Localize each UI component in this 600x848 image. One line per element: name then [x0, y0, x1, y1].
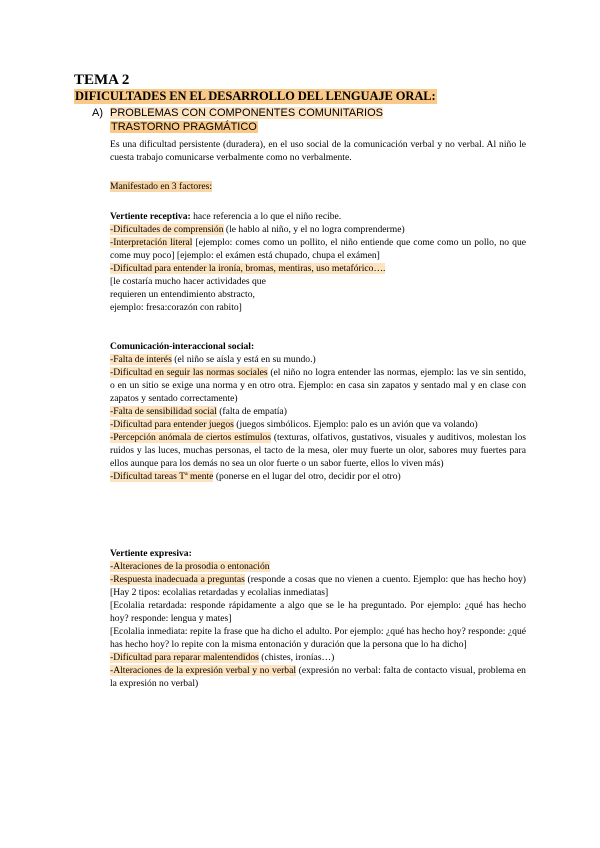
item-text: (chistes, ironías…)	[258, 652, 335, 663]
list-item	[110, 664, 526, 690]
expresiva-section	[110, 547, 526, 690]
item-key: -Percepción anómala de ciertos estímulos	[110, 432, 272, 443]
item-key: -Dificultad para reparar malentendidos	[110, 652, 259, 663]
item-text: (le hablo al niño, y el no logra comprenderme)	[223, 224, 405, 235]
list-item	[110, 353, 526, 366]
list-item	[110, 223, 526, 236]
note-line: requieren un entendimiento abstracto,	[110, 289, 255, 300]
item-text: (el niño se aísla y está en su mundo.)	[171, 354, 316, 365]
interaccional-section	[110, 340, 526, 483]
list-item	[110, 262, 526, 275]
item-key: -Dificultad tareas Tª mente	[110, 471, 214, 482]
section-heading-text: PROBLEMAS CON COMPONENTES COMUNITARIOS	[110, 107, 383, 119]
item-key: -Alteraciones de la expresión verbal y no verbal	[110, 665, 296, 676]
list-item	[110, 418, 526, 431]
ecolalia-inmediata: [Ecolalia inmediata: repite la frase que ha dicho el adulto. Por ejemplo: ¿qué has hecho hoy? responde: ¿qué has hecho hoy? lo repite con la misma entonación y duración que la persona que lo ha dicho]	[110, 626, 526, 650]
list-item	[110, 651, 526, 664]
item-key: -Alteraciones de la prosodia o entonación	[110, 561, 270, 572]
factors-label-block	[110, 180, 526, 193]
item-key: -Falta de interés	[110, 354, 172, 365]
subsection-heading: TRASTORNO PRAGMÁTICO	[111, 121, 257, 133]
list-item	[110, 236, 526, 262]
list-item	[110, 431, 526, 470]
item-text: (texturas, olfativos, gustativos, visuales y auditivos, molestan los ruidos y las luces, muchas personas, el tacto de la mesa, oler muy fuerte un olor, sabores muy fuertes para ellos aunque para los demás no sea un olor fuerte o un sabor fuerte, ellos lo viven más)	[110, 432, 526, 469]
document-subtitle: DIFICULTADES EN EL DESARROLLO DEL LENGUAJE ORAL:	[75, 89, 436, 103]
item-text: (expresión no verbal: falta de contacto visual, problema en la expresión no verbal)	[110, 665, 526, 689]
item-text: (juegos simbólicos. Ejemplo: palo es un avión que va volando)	[233, 419, 478, 430]
note-line: ejemplo: fresa:corazón con rabito]	[110, 302, 242, 313]
list-item	[110, 366, 526, 405]
receptiva-heading-rest: hace referencia a lo que el niño recibe.	[190, 211, 342, 222]
item-text: (responde a cosas que no vienen a cuento. Ejemplo: que has hecho hoy) [Hay 2 tipos: ecolalias retardadas y ecolalias inmediatas]	[110, 574, 526, 598]
factors-label: Manifestado en 3 factores:	[110, 181, 213, 192]
interaccional-heading-line	[110, 340, 526, 353]
item-text: (el niño no logra entender las normas, ejemplo: las ve sin sentido, o en un sitio se exige una norma y en otro otra. Ejemplo: en casa sin zapatos y sentado mal y en clase con zapatos y sentado correctamente)	[110, 367, 526, 404]
receptiva-section	[110, 210, 526, 314]
document-title: TEMA 2	[74, 72, 130, 88]
section-letter: A)	[92, 107, 103, 119]
list-item	[110, 560, 526, 573]
item-key: -Dificultad para entender la ironía, bromas, mentiras, uso metafórico….	[110, 263, 386, 274]
item-key: -Dificultad en seguir las normas sociales	[110, 367, 268, 378]
expresiva-heading: Vertiente expresiva:	[110, 548, 192, 559]
list-item	[110, 405, 526, 418]
item-key: -Dificultad para entender juegos	[110, 419, 234, 430]
list-item	[110, 573, 526, 599]
interaccional-heading: Comunicación-interaccional social:	[110, 341, 255, 352]
definition-paragraph: Es una dificultad persistente (duradera), en el uso social de la comunicación verbal y no verbal. Al niño le cuesta trabajo comunicarse verbalmente como no verbalmente.	[110, 139, 526, 163]
item-text: (falta de empatía)	[216, 406, 287, 417]
item-text: (ponerse en el lugar del otro, decidir por el otro)	[213, 471, 401, 482]
item-key: -Falta de sensibilidad social	[110, 406, 217, 417]
item-key: -Dificultades de comprensión	[110, 224, 224, 235]
list-item	[110, 470, 526, 483]
item-text: [ejemplo: comes como un pollito, el niño entiende que come como un pollo, no que come muy poco] [ejemplo: el exámen está chupado, chupa el exámen]	[110, 237, 526, 261]
expresiva-heading-line	[110, 547, 526, 560]
ecolalia-retardada: [Ecolalia retardada: responde rápidamente a algo que se le ha preguntado. Por ejemplo: ¿qué has hecho hoy? responde: lengua y mates]	[110, 600, 526, 624]
receptiva-heading: Vertiente receptiva:	[110, 211, 191, 222]
note-line: [le costaría mucho hacer actividades que	[110, 276, 266, 287]
item-key: -Interpretación literal	[110, 237, 193, 248]
section-heading	[92, 107, 383, 119]
item-key: -Respuesta inadecuada a preguntas	[110, 574, 245, 585]
receptiva-heading-line	[110, 210, 526, 223]
